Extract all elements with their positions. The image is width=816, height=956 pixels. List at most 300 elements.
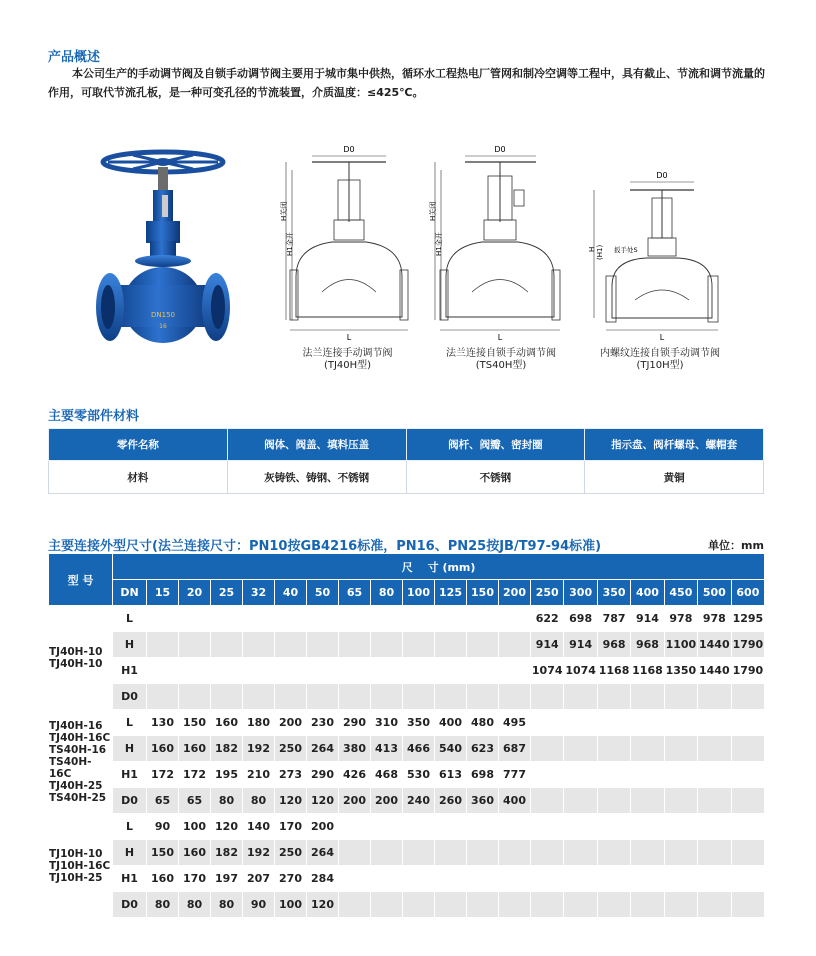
dim-value: 264 (307, 736, 339, 762)
dim-value: 968 (597, 632, 630, 658)
h1-label: H1全开 (435, 232, 443, 256)
dim-value: 698 (564, 606, 597, 632)
dim-value (564, 684, 597, 710)
dn-value: 150 (467, 580, 499, 606)
drawing-ts40h (430, 142, 560, 342)
model-cell (49, 814, 113, 918)
dim-label: H1 (113, 658, 147, 684)
dim-value: 978 (698, 606, 731, 632)
dim-value (179, 684, 211, 710)
intro-text: 本公司生产的手动调节阀及自锁手动调节阀主要用于城市集中供热，循环水工程热电厂管网和制冷空调等工程中，具有截止、节流和调节流量的作用，可取代节流孔板，是一种可变孔径的节流装置，介质温度：≤425℃。 (48, 67, 765, 99)
dim-value (698, 684, 731, 710)
dim-value: 200 (307, 814, 339, 840)
h-label: H关闭 (429, 201, 437, 221)
dim-value (467, 866, 499, 892)
parts-row (49, 461, 764, 494)
dim-value (179, 606, 211, 632)
dim-value: 192 (243, 736, 275, 762)
dn-value: 65 (339, 580, 371, 606)
dim-value (403, 814, 435, 840)
parts-header-row (49, 429, 764, 461)
dim-value (499, 606, 531, 632)
dim-value: 80 (179, 892, 211, 918)
dim-value (499, 684, 531, 710)
parts-cell: 黄铜 (585, 461, 764, 494)
dim-value (243, 658, 275, 684)
dim-value (499, 892, 531, 918)
dim-value (564, 814, 597, 840)
dim-value: 172 (179, 762, 211, 788)
dim-value (631, 814, 664, 840)
dim-value (275, 684, 307, 710)
dim-value: 120 (275, 788, 307, 814)
dims-title: 主要连接外型尺寸(法兰连接尺寸：PN10按GB4216标准，PN16、PN25按JB/T97-94标准) (48, 539, 602, 554)
dim-value: 1074 (564, 658, 597, 684)
dim-label: D0 (113, 892, 147, 918)
photo-label-pn: 16 (159, 323, 167, 330)
dim-value (597, 866, 630, 892)
parts-table (48, 428, 764, 494)
dims-row (49, 840, 765, 866)
dim-value: 195 (211, 762, 243, 788)
dim-value (467, 658, 499, 684)
dim-value: 160 (179, 840, 211, 866)
dim-value (731, 762, 765, 788)
drawing1-caption (290, 348, 405, 372)
dims-table (48, 553, 765, 918)
dims-row (49, 606, 765, 632)
dn-value: 80 (371, 580, 403, 606)
dim-value (698, 710, 731, 736)
dim-label: H (113, 632, 147, 658)
h-label: H关闭 (280, 201, 288, 221)
dim-value: 1790 (731, 632, 765, 658)
dim-value (211, 658, 243, 684)
dim-value: 290 (307, 762, 339, 788)
parts-header-cell: 阀体、阀盖、填料压盖 (227, 429, 406, 461)
dim-value (467, 632, 499, 658)
dim-value: 480 (467, 710, 499, 736)
dim-value (531, 866, 564, 892)
dim-value (435, 684, 467, 710)
drawing2-caption-line2: (TS40H型) (475, 360, 527, 371)
dim-value (435, 814, 467, 840)
unit-label: 单位：mm (708, 539, 764, 552)
dim-value (467, 606, 499, 632)
dim-value (307, 632, 339, 658)
model-name: TJ40H-16C (49, 731, 111, 744)
dim-value (631, 788, 664, 814)
dim-value: 687 (499, 736, 531, 762)
dim-value: 200 (275, 710, 307, 736)
dim-value (371, 684, 403, 710)
dim-value (211, 684, 243, 710)
dims-row (49, 658, 765, 684)
dim-value (698, 736, 731, 762)
dim-value: 914 (564, 632, 597, 658)
dim-value: 192 (243, 840, 275, 866)
dn-value: 15 (147, 580, 179, 606)
dim-value: 426 (339, 762, 371, 788)
dim-value: 273 (275, 762, 307, 788)
model-name: TS40H-25 (49, 791, 107, 804)
dims-row (49, 684, 765, 710)
dim-value (275, 632, 307, 658)
dim-value: 120 (307, 788, 339, 814)
dim-value (731, 788, 765, 814)
h1-label: (H1) (596, 244, 604, 260)
model-name: TJ40H-16 (49, 719, 103, 732)
dim-label: H1 (113, 866, 147, 892)
model-name: TJ40H-10 (49, 657, 103, 670)
dims-row (49, 632, 765, 658)
d0-label: D0 (343, 145, 355, 154)
dim-value (597, 684, 630, 710)
dim-value: 1168 (597, 658, 630, 684)
dim-value (564, 710, 597, 736)
dim-value: 160 (147, 736, 179, 762)
parts-header-cell: 指示盘、阀杆螺母、螺帽套 (585, 429, 764, 461)
dim-value (564, 892, 597, 918)
d0-label: D0 (656, 171, 668, 180)
dim-value (531, 736, 564, 762)
dim-value: 968 (631, 632, 664, 658)
model-name: TS40H-16 (49, 743, 107, 756)
dim-value: 1100 (664, 632, 697, 658)
model-name: TJ10H-10 (49, 847, 103, 860)
dim-value (664, 814, 697, 840)
drawing3-caption (595, 348, 725, 372)
dim-value: 120 (307, 892, 339, 918)
dn-value: 250 (531, 580, 564, 606)
dim-value: 80 (211, 788, 243, 814)
dim-value (731, 814, 765, 840)
dim-label: H (113, 736, 147, 762)
dim-value (631, 736, 664, 762)
dim-value: 182 (211, 840, 243, 866)
dim-value (371, 892, 403, 918)
dim-value (731, 710, 765, 736)
dim-value (371, 814, 403, 840)
dim-value: 197 (211, 866, 243, 892)
drawing2-caption-line1: 法兰连接自锁手动调节阀 (446, 348, 556, 359)
dim-value: 80 (147, 892, 179, 918)
dim-value (403, 606, 435, 632)
dim-value: 380 (339, 736, 371, 762)
dim-value (467, 892, 499, 918)
dim-value: 65 (147, 788, 179, 814)
dim-value (664, 736, 697, 762)
dim-label: H1 (113, 762, 147, 788)
dim-value: 270 (275, 866, 307, 892)
parts-header-cell: 零件名称 (49, 429, 228, 461)
model-name: TJ10H-16C (49, 859, 111, 872)
model-name: TJ40H-10 (49, 645, 103, 658)
dim-value (531, 684, 564, 710)
parts-cell: 不锈钢 (406, 461, 585, 494)
dim-value (698, 788, 731, 814)
dim-value: 264 (307, 840, 339, 866)
dim-value (147, 606, 179, 632)
drawing-tj40h (282, 142, 407, 342)
dim-value (564, 762, 597, 788)
dims-row (49, 788, 765, 814)
dim-value (531, 710, 564, 736)
dim-value: 172 (147, 762, 179, 788)
dim-value (499, 658, 531, 684)
dims-row (49, 736, 765, 762)
dim-value (698, 892, 731, 918)
l-label: L (659, 333, 665, 342)
dim-value (531, 840, 564, 866)
dim-value (731, 684, 765, 710)
dim-value (531, 788, 564, 814)
photo-label-dn: DN150 (151, 311, 175, 319)
dim-value (467, 684, 499, 710)
model-name: TJ10H-25 (49, 871, 103, 884)
dims-row (49, 866, 765, 892)
dim-value: 698 (467, 762, 499, 788)
dim-value (564, 788, 597, 814)
dim-value (403, 658, 435, 684)
dim-value: 120 (211, 814, 243, 840)
h-label: H (588, 246, 596, 252)
dims-row (49, 762, 765, 788)
dim-value: 170 (179, 866, 211, 892)
dim-value: 310 (371, 710, 403, 736)
dim-value (371, 866, 403, 892)
dim-value: 210 (243, 762, 275, 788)
dim-value (403, 684, 435, 710)
dim-value (631, 684, 664, 710)
dim-value (597, 814, 630, 840)
dn-value: 350 (597, 580, 630, 606)
dim-value (435, 632, 467, 658)
dim-value: 290 (339, 710, 371, 736)
dim-value: 914 (531, 632, 564, 658)
dim-value: 130 (147, 710, 179, 736)
dim-value: 914 (631, 606, 664, 632)
dims-row (49, 710, 765, 736)
l-label: L (497, 333, 503, 342)
dim-value (698, 814, 731, 840)
dn-value: 40 (275, 580, 307, 606)
dims-row (49, 892, 765, 918)
dim-value (731, 866, 765, 892)
dim-value (371, 658, 403, 684)
dim-value: 978 (664, 606, 697, 632)
dim-value (339, 606, 371, 632)
dim-value (339, 632, 371, 658)
dim-value (664, 788, 697, 814)
dn-value: 50 (307, 580, 339, 606)
dim-value: 623 (467, 736, 499, 762)
size-header: 尺 寸 (mm) (113, 554, 765, 580)
dim-value (631, 866, 664, 892)
dim-value (243, 606, 275, 632)
dim-value: 160 (147, 866, 179, 892)
dim-value: 240 (403, 788, 435, 814)
dim-value: 180 (243, 710, 275, 736)
dim-value (339, 684, 371, 710)
dim-value (664, 866, 697, 892)
dim-value: 413 (371, 736, 403, 762)
dim-value (597, 736, 630, 762)
dim-value (435, 658, 467, 684)
dn-value: 125 (435, 580, 467, 606)
dim-value (564, 866, 597, 892)
dim-value (731, 840, 765, 866)
dim-value: 400 (499, 788, 531, 814)
dim-value: 622 (531, 606, 564, 632)
dim-value: 150 (179, 710, 211, 736)
dim-value (499, 632, 531, 658)
dim-value (631, 710, 664, 736)
dim-value (664, 840, 697, 866)
dim-value (698, 762, 731, 788)
dim-value (403, 632, 435, 658)
dim-value: 90 (243, 892, 275, 918)
dim-value (564, 736, 597, 762)
dim-value (631, 892, 664, 918)
dim-value: 613 (435, 762, 467, 788)
dn-value: 450 (664, 580, 697, 606)
l-label: L (346, 333, 352, 342)
dim-value (499, 840, 531, 866)
dim-value (435, 840, 467, 866)
dim-value: 140 (243, 814, 275, 840)
dim-value: 250 (275, 736, 307, 762)
dim-value (698, 866, 731, 892)
dim-value: 170 (275, 814, 307, 840)
dim-value (147, 658, 179, 684)
dim-value: 360 (467, 788, 499, 814)
dim-value (664, 762, 697, 788)
dim-value: 1295 (731, 606, 765, 632)
dn-value: 100 (403, 580, 435, 606)
dim-value (339, 892, 371, 918)
dim-value (531, 892, 564, 918)
dim-value (731, 736, 765, 762)
parts-cell: 灰铸铁、铸钢、不锈钢 (227, 461, 406, 494)
dim-value (275, 606, 307, 632)
dim-value (403, 840, 435, 866)
dim-value (597, 762, 630, 788)
dims-row (49, 814, 765, 840)
dim-value (435, 866, 467, 892)
dn-value: 200 (499, 580, 531, 606)
dim-value (597, 788, 630, 814)
dim-value: 90 (147, 814, 179, 840)
dim-value: 495 (499, 710, 531, 736)
dim-value: 530 (403, 762, 435, 788)
dim-value (371, 606, 403, 632)
dim-value (698, 840, 731, 866)
dim-label: D0 (113, 684, 147, 710)
dim-value (275, 658, 307, 684)
drawing1-caption-line1: 法兰连接手动调节阀 (302, 348, 393, 359)
dim-value: 1440 (698, 632, 731, 658)
parts-title: 主要零部件材料 (48, 409, 140, 424)
dim-value: 200 (371, 788, 403, 814)
dim-value: 777 (499, 762, 531, 788)
dn-value: 300 (564, 580, 597, 606)
dim-value (307, 606, 339, 632)
dim-value (211, 606, 243, 632)
dim-value: 1440 (698, 658, 731, 684)
dim-value (664, 892, 697, 918)
dim-value (403, 892, 435, 918)
dn-value: 600 (731, 580, 765, 606)
dim-value: 350 (403, 710, 435, 736)
drawing2-caption (436, 348, 566, 372)
dim-value: 65 (179, 788, 211, 814)
dn-value: 25 (211, 580, 243, 606)
dn-value: 20 (179, 580, 211, 606)
dim-value (339, 840, 371, 866)
dim-value (179, 632, 211, 658)
dim-value: 1790 (731, 658, 765, 684)
dim-value: 1168 (631, 658, 664, 684)
h1-label: H1全开 (286, 232, 294, 256)
dim-value (467, 840, 499, 866)
dim-value (147, 684, 179, 710)
dim-value: 230 (307, 710, 339, 736)
dim-value (243, 632, 275, 658)
dim-value: 284 (307, 866, 339, 892)
dim-value (243, 684, 275, 710)
dim-value: 1074 (531, 658, 564, 684)
dim-value: 160 (179, 736, 211, 762)
drawing-tj10h (590, 168, 725, 343)
dim-value (211, 632, 243, 658)
dim-value: 400 (435, 710, 467, 736)
dn-value: 32 (243, 580, 275, 606)
dim-value (339, 866, 371, 892)
parts-header-cell: 阀杆、阀瓣、密封圈 (406, 429, 585, 461)
dim-value (631, 762, 664, 788)
dim-label: L (113, 606, 147, 632)
dim-value (339, 814, 371, 840)
dim-label: L (113, 814, 147, 840)
dim-value (597, 710, 630, 736)
dim-value: 200 (339, 788, 371, 814)
model-cell (49, 710, 113, 814)
dim-value: 80 (211, 892, 243, 918)
model-name: TJ40H-25 (49, 779, 103, 792)
dim-value (499, 814, 531, 840)
dim-value (664, 684, 697, 710)
dim-value (307, 684, 339, 710)
dim-value (664, 710, 697, 736)
drawing3-caption-line2: (TJ10H型) (636, 360, 684, 371)
dim-value (731, 892, 765, 918)
dim-value: 1350 (664, 658, 697, 684)
dim-value (597, 892, 630, 918)
dim-value: 100 (275, 892, 307, 918)
dim-value (147, 632, 179, 658)
dim-value (564, 840, 597, 866)
dim-value: 207 (243, 866, 275, 892)
dim-value (499, 866, 531, 892)
dim-value (467, 814, 499, 840)
dim-value (403, 866, 435, 892)
dim-value (435, 892, 467, 918)
dim-value (597, 840, 630, 866)
model-name: TS40H-16C (49, 755, 92, 780)
dim-value: 150 (147, 840, 179, 866)
intro-title: 产品概述 (48, 50, 101, 65)
